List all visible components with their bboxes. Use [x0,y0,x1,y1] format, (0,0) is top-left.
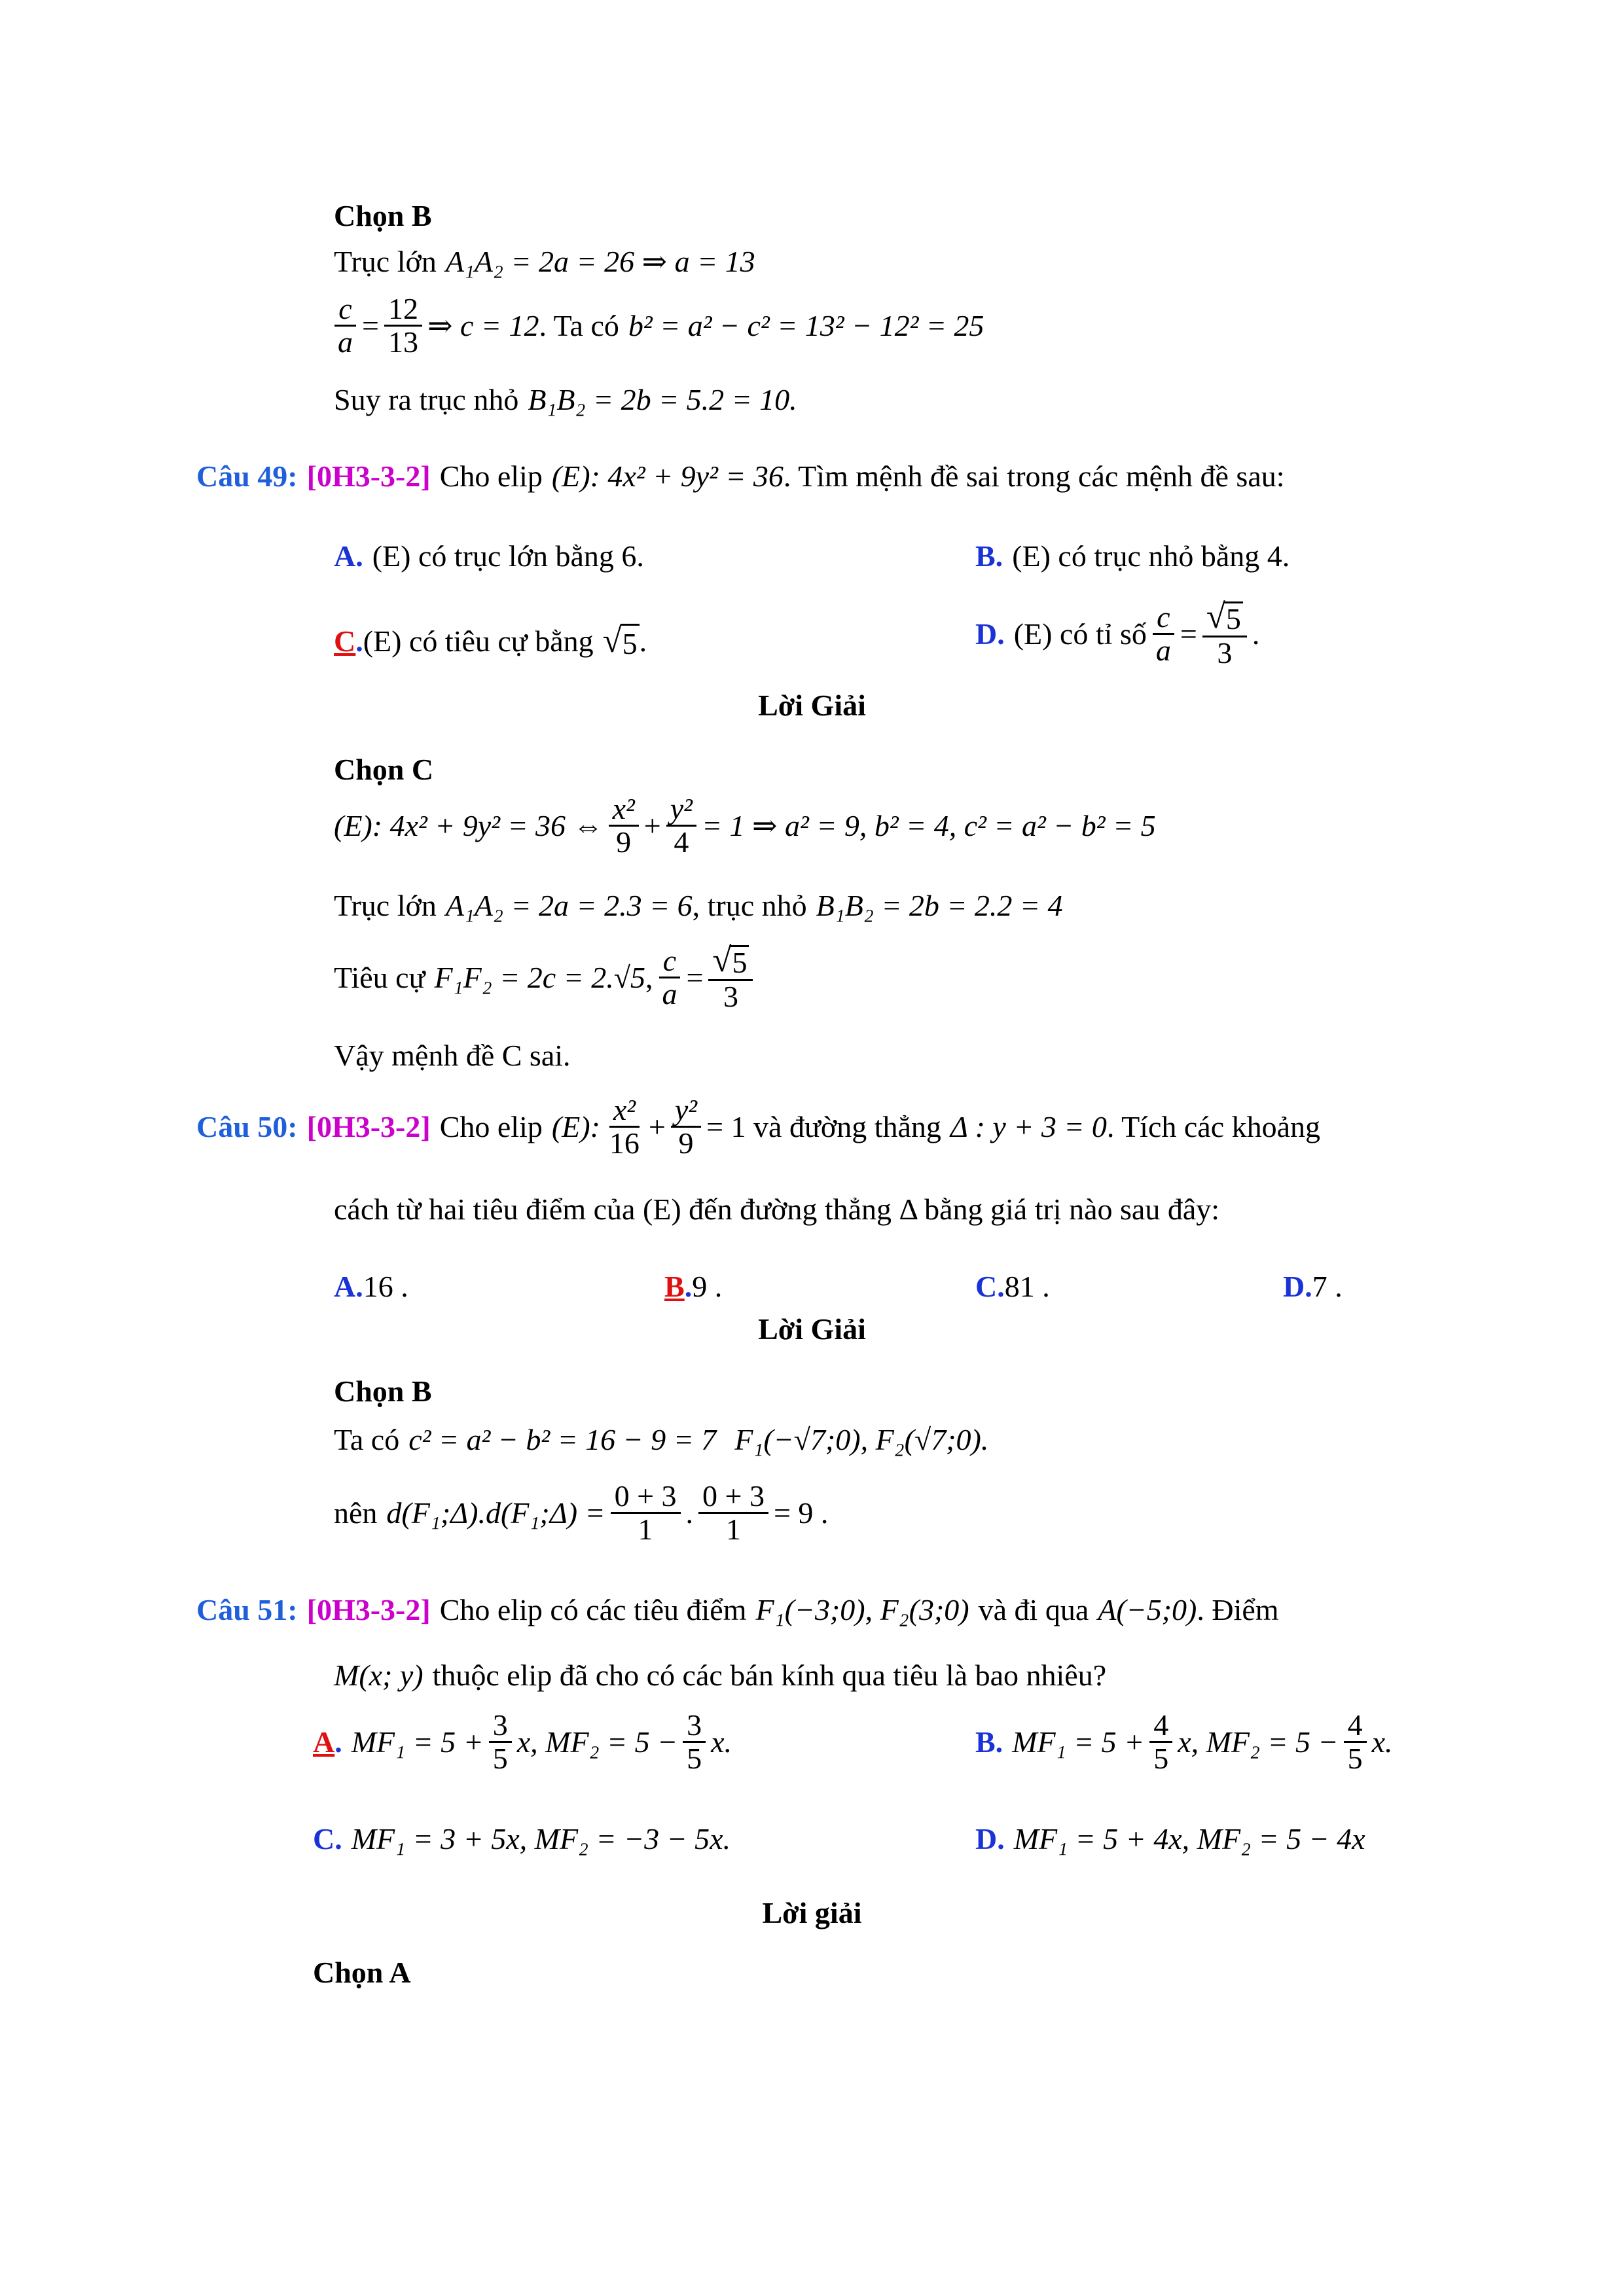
math: MF₁ = 5 + [351,1725,484,1759]
question-tag: [0H3-3-2] [306,1593,431,1626]
math: (E): 4x² + 9y² = 36 [551,459,784,493]
q49-choose: Chọn C [334,753,434,786]
fraction-3-over-5: $\frac{3}{5}$ [683,1710,706,1775]
q49-solution-line-3: Tiêu cự F₁F₂ = 2c = 2.√5 , $\frac{c}{a}$ = √ 5 3 [334,942,758,1013]
option-text: 9 . [692,1270,723,1303]
question-tag: [0H3-3-2] [306,459,431,493]
math: (E): [551,1110,600,1144]
math: = 9 . [773,1496,829,1530]
q51-solution-title: Lời giải [762,1896,862,1929]
q49-solution-title: Lời Giải [758,689,866,722]
q51-option-a[interactable] [313,1710,732,1775]
math: MF₁ = 5 + 4x, MF₂ = 5 − 4x [1013,1822,1365,1856]
text: Ta có [334,1423,400,1456]
q49-option-d[interactable]: D. (E) có tỉ số $\frac{c}{a}$ = √ 5 3 . [975,598,1260,670]
option-dot: . [684,1270,693,1303]
option-text: 7 . [1312,1270,1343,1303]
fraction-12-over-13: $\frac{12}{13}$ [384,293,422,359]
text: Tiêu cự [334,960,425,994]
fraction-c-over-a: $\frac{c}{a}$ [658,945,681,1011]
q50-solution-title: Lời Giải [758,1312,866,1346]
question-label: Câu 51: [196,1593,298,1626]
option-letter: A. [334,539,363,573]
math: ⇒ c = 12 [427,309,539,343]
q50-option-b[interactable] [664,1268,722,1304]
text: = 1 và đường thẳng [706,1110,941,1144]
q50-option-d[interactable] [1283,1268,1343,1304]
fraction-3-over-5: $\frac{3}{5}$ [489,1710,512,1775]
math: B₁B₂ = 2b = 5.2 = 10. [528,383,797,416]
text: . Tìm mệnh đề sai trong các mệnh đề sau: [783,459,1285,493]
fraction-y2-over-4: $\frac{\text{y²}}{4}$ [666,793,696,859]
question-51-stem-cont [334,1657,1106,1693]
q51-option-b[interactable] [975,1710,1393,1775]
fraction-distance-2: $\frac{0 + 3}{1}$ [698,1480,768,1546]
fraction-4-over-5: $\frac{4}{5}$ [1149,1710,1172,1775]
math: x, MF₂ = 5 − [1178,1725,1339,1759]
math: F₁(−√7;0), F₂(√7;0). [734,1423,989,1456]
math: x. [1371,1725,1393,1759]
option-letter: B. [975,539,1003,573]
text: . Điểm [1197,1593,1279,1626]
text: nên [334,1496,378,1530]
math: MF₁ = 3 + 5x, MF₂ = −3 − 5x. [351,1822,731,1856]
question-50-stem-cont: cách từ hai tiêu điểm của (E) đến đường thẳng Δ bằng giá trị nào sau đây: [334,1193,1220,1226]
question-label: Câu 49: [196,459,298,493]
math: b² = a² − c² = 13² − 12² = 25 [628,309,984,343]
option-letter-correct: C [334,624,356,658]
option-letter: C. [975,1270,1005,1303]
text: Cho elip có các tiêu điểm [439,1593,747,1626]
q49-option-c[interactable] [334,620,647,662]
math: A(−5;0) [1098,1593,1197,1626]
question-51-stem [196,1592,1279,1628]
question-label: Câu 50: [196,1110,298,1144]
q49-option-a[interactable] [334,538,644,574]
option-text: (E) có trục lớn bằng 6. [372,539,644,573]
q50-solution-line-2: nên d(F₁;Δ).d(F₁;Δ) = $\frac{0 + 3}{1}$ . $\frac{0 + 3}{1}$ = 9 . [334,1479,829,1547]
fraction-c-over-a: $\frac{c}{a}$ [334,293,357,359]
option-end: . [639,624,647,658]
fraction-x2-over-16: $\frac{\text{x²}}{16}$ [609,1093,640,1160]
option-text: (E) có trục nhỏ bằng 4. [1012,539,1290,573]
option-text: (E) có tiêu cự bằng [363,624,594,658]
option-letter: D. [975,1822,1005,1856]
sqrt: √ 5 [603,620,640,662]
math: x, MF₂ = 5 − [516,1725,678,1759]
math: B₁B₂ = 2b = 2.2 = 4 [816,889,1063,922]
fraction-c-over-a: $\frac{c}{a}$ [1152,601,1175,667]
fraction-y2-over-9: $\frac{\text{y²}}{9}$ [671,1094,701,1160]
q50-choose: Chọn B [334,1374,432,1408]
math: = 1 ⇒ a² = 9, b² = 4, c² = a² − b² = 5 [701,809,1156,843]
math: A₁A₂ = 2a = 2.3 = 6 [445,889,693,922]
math: (E): 4x² + 9y² = 36 ⇔ [334,809,604,843]
q51-option-d[interactable] [975,1821,1365,1857]
option-dot: . [334,1725,342,1759]
text: Cho elip [439,459,543,493]
text: . Tích các khoảng [1106,1110,1321,1144]
option-letter-correct: B [664,1270,685,1303]
q49-solution-line-2 [334,888,1062,924]
question-tag: [0H3-3-2] [306,1110,431,1144]
option-letter: D. [975,617,1005,651]
option-letter-correct: A [313,1725,335,1759]
text: , trục nhỏ [692,889,807,922]
math: F₁(−3;0), F₂(3;0) [755,1593,969,1626]
fraction-sqrt5-over-3: √ 5 3 [708,942,753,1013]
q49-conclusion: Vậy mệnh đề C sai. [334,1039,571,1072]
math: d(F₁;Δ).d(F₁;Δ) = [386,1496,605,1530]
solution-line-minor-axis [334,382,797,418]
text: và đi qua [978,1593,1089,1626]
math: c² = a² − b² = 16 − 9 = 7 [408,1423,717,1456]
text: thuộc elip đã cho có các bán kính qua tiêu là bao nhiêu? [432,1659,1107,1692]
q50-solution-line-1 [334,1422,988,1458]
q49-option-b[interactable] [975,538,1290,574]
math: F₁F₂ = 2c = 2.√5 [434,960,645,994]
question-50-stem: Câu 50: [0H3-3-2] Cho elip (E): $\frac{\text{x²}}{16}$ + $\frac{\text{y²}}{9}$ = 1 và đường thẳng Δ : y + 3 = 0 . Tích các khoảng [196,1093,1321,1160]
text: Cho elip [439,1110,543,1144]
q51-choose: Chọn A [313,1956,411,1989]
text: Trục lớn [334,245,437,278]
solution-line-major-axis [334,243,755,279]
fraction-distance-1: $\frac{0 + 3}{1}$ [611,1480,681,1546]
solution-line-eccentricity: $\frac{c}{a}$ = $\frac{12}{13}$ ⇒ c = 12 . Ta có b² = a² − c² = 13² − 12² = 25 [334,293,984,359]
q51-option-c[interactable] [313,1821,731,1857]
text: Suy ra trục nhỏ [334,383,519,416]
option-text: 81 . [1004,1270,1050,1303]
math: MF₁ = 5 + [1012,1725,1145,1759]
fraction-sqrt5-over-3: √ 5 3 [1202,599,1247,669]
option-text: (E) có tỉ số [1013,617,1147,651]
math: M(x; y) [334,1659,424,1692]
option-dot: . [355,624,363,658]
math: A₁A₂ = 2a = 26 ⇒ a = 13 [445,245,755,278]
option-letter: B. [975,1725,1003,1759]
option-letter: C. [313,1822,342,1856]
q50-option-a[interactable] [334,1268,408,1304]
text: Trục lớn [334,889,437,922]
math: x. [711,1725,732,1759]
option-letter: D. [1283,1270,1312,1303]
fraction-x2-over-9: $\frac{\text{x²}}{9}$ [609,793,639,859]
option-text: 16 . [363,1270,408,1303]
text: . Ta có [539,309,619,343]
option-end: . [1252,617,1260,651]
question-49-stem [196,458,1285,494]
q49-solution-line-1: (E): 4x² + 9y² = 36 ⇔ $\frac{\text{x²}}{9}$ + $\frac{\text{y²}}{4}$ = 1 ⇒ a² = 9, b² = 4, c² = a² − b² = 5 [334,792,1156,859]
math: Δ : y + 3 = 0 [950,1110,1107,1144]
q50-option-c[interactable] [975,1268,1050,1304]
option-letter: A. [334,1270,363,1303]
choose-answer-top: Chọn B [334,199,432,232]
fraction-4-over-5: $\frac{4}{5}$ [1344,1710,1367,1775]
